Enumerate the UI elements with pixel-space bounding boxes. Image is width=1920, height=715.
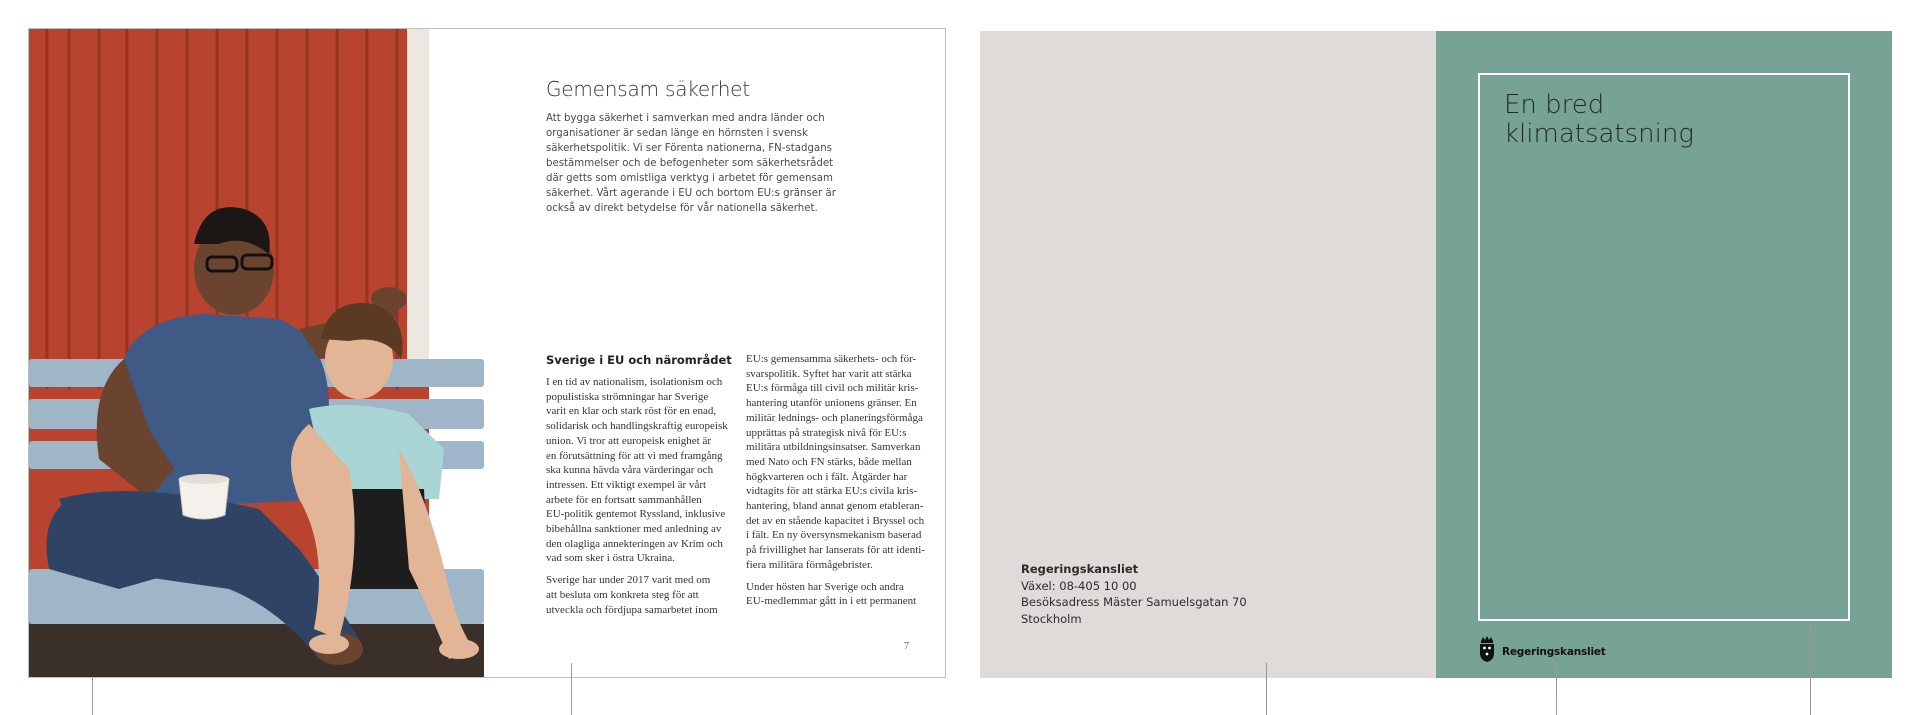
text-line: att besluta om konkreta steg för att: [546, 588, 699, 601]
text-line: EU-medlemmar gått in i ett permanent: [746, 595, 917, 608]
front-cover: [1436, 31, 1892, 678]
guide-line: [1556, 663, 1557, 715]
text-line: ska kunna hävda våra värderingar och: [546, 464, 714, 477]
text-line: det av en stående kapacitet i Bryssel och: [746, 514, 925, 527]
intro-line: Att bygga säkerhet i samverkan med andra länder och: [546, 113, 825, 124]
guide-line: [92, 678, 93, 715]
intro-paragraph: [546, 111, 846, 216]
left-spread: [28, 28, 946, 678]
text-line: EU:s gemensamma säkerhets- och för-: [746, 353, 917, 365]
city: Stockholm: [1021, 611, 1082, 626]
text-line: hantering, bland annat genom etableran-: [746, 500, 924, 513]
text-line: utveckla och fördjupa samarbetet inom: [546, 603, 718, 616]
logo: [1478, 635, 1606, 668]
intro-line: säkerhetspolitik. Vi ser Förenta nationerna, FN-stadgans: [546, 143, 832, 154]
org-name: Regeringskansliet: [1021, 562, 1139, 576]
guide-line: [571, 663, 572, 715]
column2-paragraph-2: [746, 580, 938, 609]
page-heading: Gemensam säkerhet: [546, 77, 750, 101]
text-line: på frivillighet har lanserats för att identi-: [746, 544, 925, 557]
text-line: EU-politik gentemot Ryssland, inklusive: [546, 508, 726, 521]
section-heading: Sverige i EU och närområdet: [546, 353, 732, 367]
text-line: varit en klar och stark röst för en enad,: [546, 405, 717, 418]
text-line: populistiska strömningar har Sverige: [546, 390, 709, 403]
text-line: den olagliga annekteringen av Krim och: [546, 537, 723, 550]
intro-line: bestämmelser och de befogenheter som säkerhetsrådet: [546, 158, 834, 169]
text-line: högkvarteren och i fält. Åtgärder har: [746, 470, 908, 483]
text-line: militära utbildningsinsatser. Samverkan: [746, 441, 921, 454]
cover-title: [1504, 91, 1764, 149]
text-line: EU:s förmåga till civil och militär kris-: [746, 382, 919, 395]
text-line: svarspolitik. Syftet har varit att stärka: [746, 367, 912, 380]
text-line: vad som sker i östra Ukraina.: [546, 552, 675, 565]
text-line: fiera militära förmågebrister.: [746, 558, 873, 571]
text-line: I en tid av nationalism, isolationism och: [546, 376, 723, 388]
logo-text: Regeringskansliet: [1502, 645, 1606, 658]
intro-line: organisationer är sedan länge en hörnsten i svensk: [546, 128, 808, 139]
text-line: bibehållna sanktioner med anledning av: [546, 523, 722, 536]
text-line: hantering utanför unionens gränser. En: [746, 397, 917, 410]
text-line: med Nato och FN stärks, både mellan: [746, 455, 912, 468]
text-line: vidtagits för att stärka EU:s civila kris-: [746, 485, 918, 498]
cover-title-line: klimatsatsning: [1504, 119, 1694, 149]
visit-address: Besöksadress Mäster Samuelsgatan 70: [1021, 595, 1247, 609]
guide-line: [1266, 663, 1267, 715]
column1-paragraph-2: [546, 573, 738, 617]
text-line: Under hösten har Sverige och andra: [746, 580, 904, 593]
body-column-2: [746, 352, 938, 609]
back-cover: [980, 31, 1436, 678]
right-spread: [980, 31, 1892, 678]
guide-line: [1810, 625, 1811, 715]
contact-address: [1021, 561, 1321, 627]
column2-paragraph-1: [746, 352, 938, 573]
text-line: upprättas på strategisk nivå för EU:s: [746, 426, 907, 439]
intro-line: också av direkt betydelse för vår nationella säkerhet.: [546, 203, 818, 214]
cover-title-line: En bred: [1504, 90, 1605, 120]
text-line: i fält. En ny översynsmekanism baserad: [746, 529, 922, 542]
text-line: militär lednings- och planeringsförmåga: [746, 411, 923, 424]
cover-frame: [1478, 73, 1850, 621]
text-line: union. Vi tror att europeisk enighet är: [546, 434, 712, 447]
crown-shield-logo-icon: [1478, 635, 1496, 668]
text-line: Sverige har under 2017 varit med om: [546, 574, 711, 587]
text-line: solidarisk och handlingskraftig europeisk: [546, 420, 728, 433]
family-photo: [29, 29, 484, 678]
intro-line: säkerhet. Vårt agerande i EU och bortom EU:s gränser är: [546, 188, 836, 199]
column1-paragraph-1: [546, 375, 738, 566]
body-column-1: [546, 375, 738, 617]
intro-line: där getts som omistliga verktyg i arbetet för gemensam: [546, 173, 833, 184]
text-line: arbete för en fortsatt sammanhållen: [546, 493, 702, 506]
text-line: en förutsättning för att vi med framgång: [546, 449, 723, 462]
text-line: intressen. Ett viktigt exempel är vårt: [546, 478, 707, 491]
page-number: 7: [904, 641, 909, 652]
phone-number: Växel: 08-405 10 00: [1021, 578, 1137, 593]
text-page: [484, 29, 946, 678]
